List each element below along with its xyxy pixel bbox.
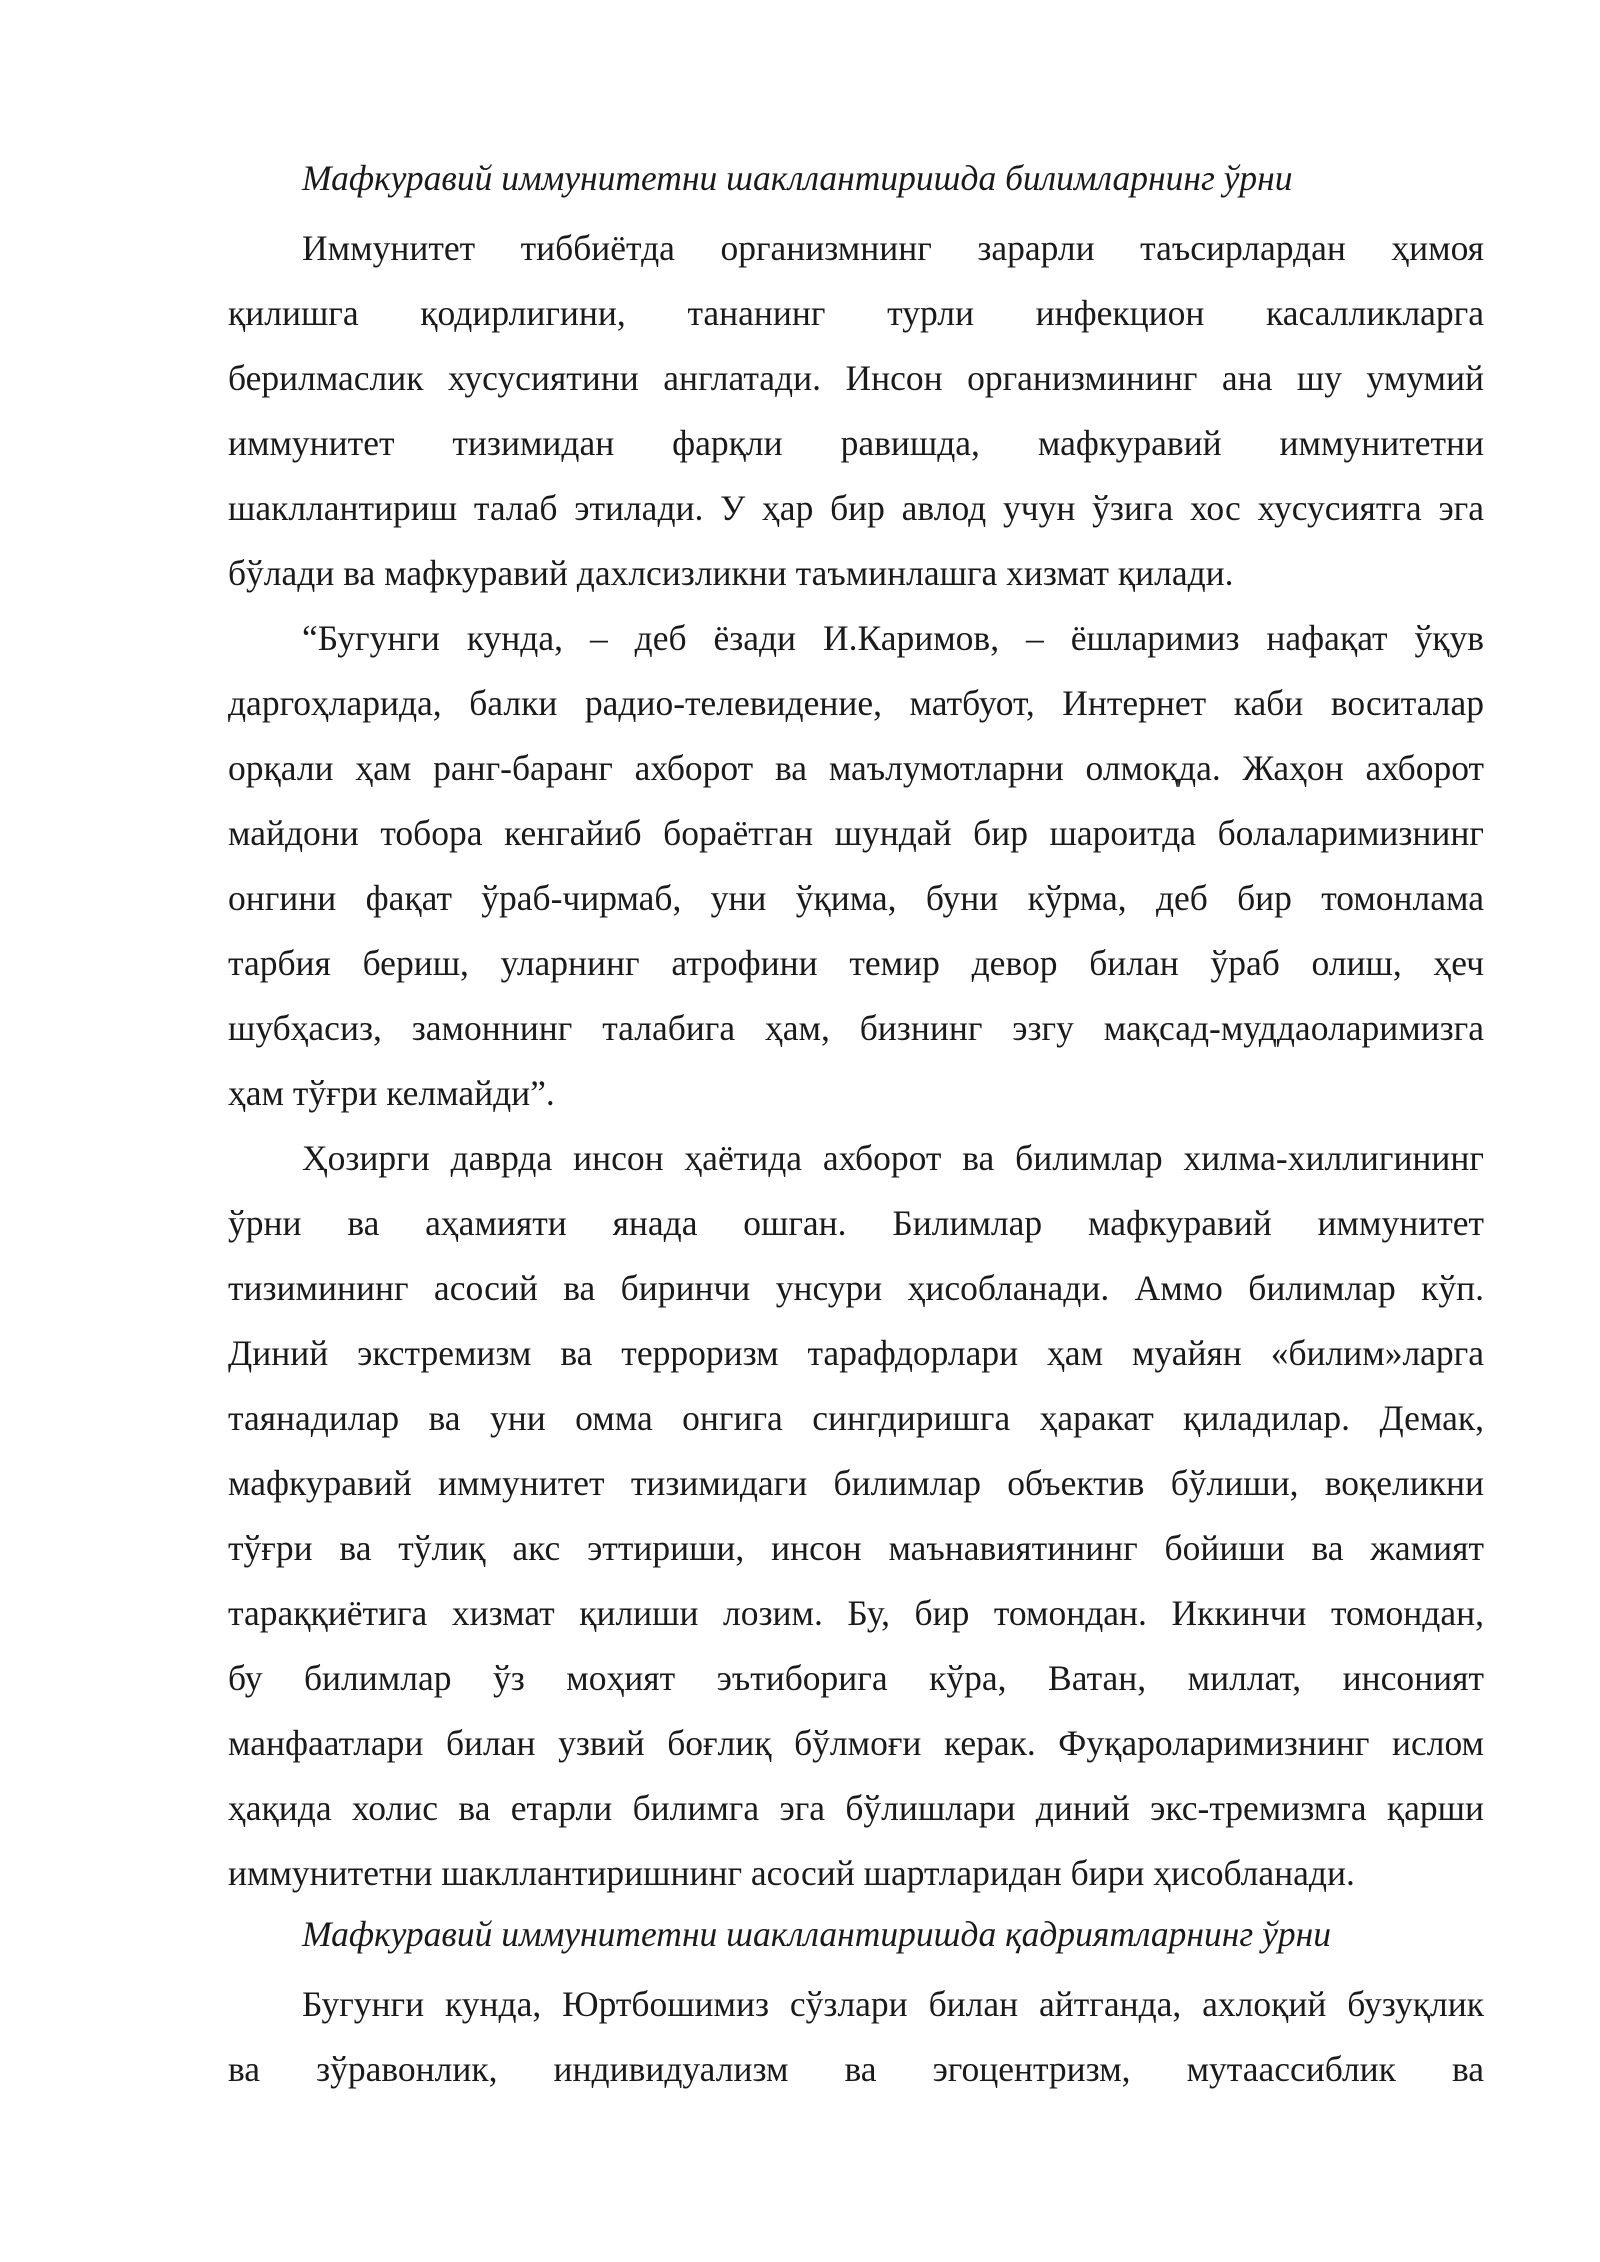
text-line: орқали ҳам ранг-баранг ахборот ва маълумотларни олмоқда. Жаҳон ахборот — [228, 748, 1484, 788]
text-line: шакллантириш талаб этилади. У ҳар бир авлод учун ўзига хос хусусиятга эга — [228, 488, 1484, 528]
text-line: ҳам тўғри келмайди”. — [228, 1073, 555, 1113]
paragraph-values-intro — [228, 1972, 1484, 2102]
text-line: шубҳасиз, замоннинг талабига ҳам, бизнинг эзгу мақсад-муддаоларимизга — [228, 1008, 1484, 1048]
text-line: “Бугунги кунда, – деб ёзади И.Каримов, – ёшларимиз нафақат ўқув — [302, 618, 1484, 658]
text-line: мафкуравий иммунитет тизимидаги билимлар объектив бўлиши, воқеликни — [228, 1463, 1484, 1503]
paragraph-immunity-definition — [228, 216, 1484, 606]
text-line: иммунитетни шакллантиришнинг асосий шартларидан бири ҳисобланади. — [228, 1853, 1355, 1893]
text-line: Диний экстремизм ва терроризм тарафдорлари ҳам муайян «билим»ларга — [228, 1333, 1484, 1373]
text-line: ва зўравонлик, индивидуализм ва эгоцентризм, мутаассиблик ва — [228, 2049, 1484, 2089]
text-line: ўрни ва аҳамияти янада ошган. Билимлар мафкуравий иммунитет — [228, 1203, 1484, 1243]
text-line: иммунитет тизимидан фарқли равишда, мафкуравий иммунитетни — [228, 423, 1484, 463]
text-line: даргоҳларида, балки радио-телевидение, матбуот, Интернет каби воситалар — [228, 683, 1484, 723]
text-line: таянадилар ва уни омма онгига сингдиришга ҳаракат қиладилар. Демак, — [228, 1398, 1484, 1438]
section-heading-values: Мафкуравий иммунитетни шакллантиришда қадриятларнинг ўрни — [302, 1914, 1331, 1954]
text-line: бу билимлар ўз моҳият эътиборига кўра, Ватан, миллат, инсоният — [228, 1658, 1484, 1698]
section-heading-knowledge: Мафкуравий иммунитетни шакллантиришда билимларнинг ўрни — [302, 158, 1293, 198]
text-line: Иммунитет тиббиётда организмнинг зарарли таъсирлардан ҳимоя — [302, 228, 1484, 268]
text-line: бўлади ва мафкуравий дахлсизликни таъминлашга хизмат қилади. — [228, 553, 1234, 593]
text-line: тизимининг асосий ва биринчи унсури ҳисобланади. Аммо билимлар кўп. — [228, 1268, 1484, 1308]
text-line: тарбия бериш, уларнинг атрофини темир девор билан ўраб олиш, ҳеч — [228, 943, 1484, 983]
text-line: Бугунги кунда, Юртбошимиз сўзлари билан айтганда, ахлоқий бузуқлик — [302, 1984, 1484, 2024]
paragraph-knowledge-role — [228, 1126, 1484, 1906]
paragraph-karimov-quote — [228, 606, 1484, 1126]
text-line: майдони тобора кенгайиб бораётган шундай бир шароитда болаларимизнинг — [228, 813, 1484, 853]
document-page — [228, 150, 1484, 2102]
text-line: онгини фақат ўраб-чирмаб, уни ўқима, буни кўрма, деб бир томонлама — [228, 878, 1484, 918]
text-line: ҳақида холис ва етарли билимга эга бўлишлари диний экс-тремизмга қарши — [228, 1788, 1484, 1828]
text-line: берилмаслик хусусиятини англатади. Инсон организмининг ана шу умумий — [228, 358, 1484, 398]
text-line: тўғри ва тўлиқ акс эттириши, инсон маънавиятининг бойиши ва жамият — [228, 1528, 1484, 1568]
text-line: манфаатлари билан узвий боғлиқ бўлмоғи керак. Фуқароларимизнинг ислом — [228, 1723, 1484, 1763]
text-line: тараққиётига хизмат қилиши лозим. Бу, бир томондан. Иккинчи томондан, — [228, 1593, 1484, 1633]
text-line: қилишга қодирлигини, тананинг турли инфекцион касалликларга — [228, 293, 1484, 333]
text-line: Ҳозирги даврда инсон ҳаётида ахборот ва билимлар хилма-хиллигининг — [302, 1138, 1484, 1178]
